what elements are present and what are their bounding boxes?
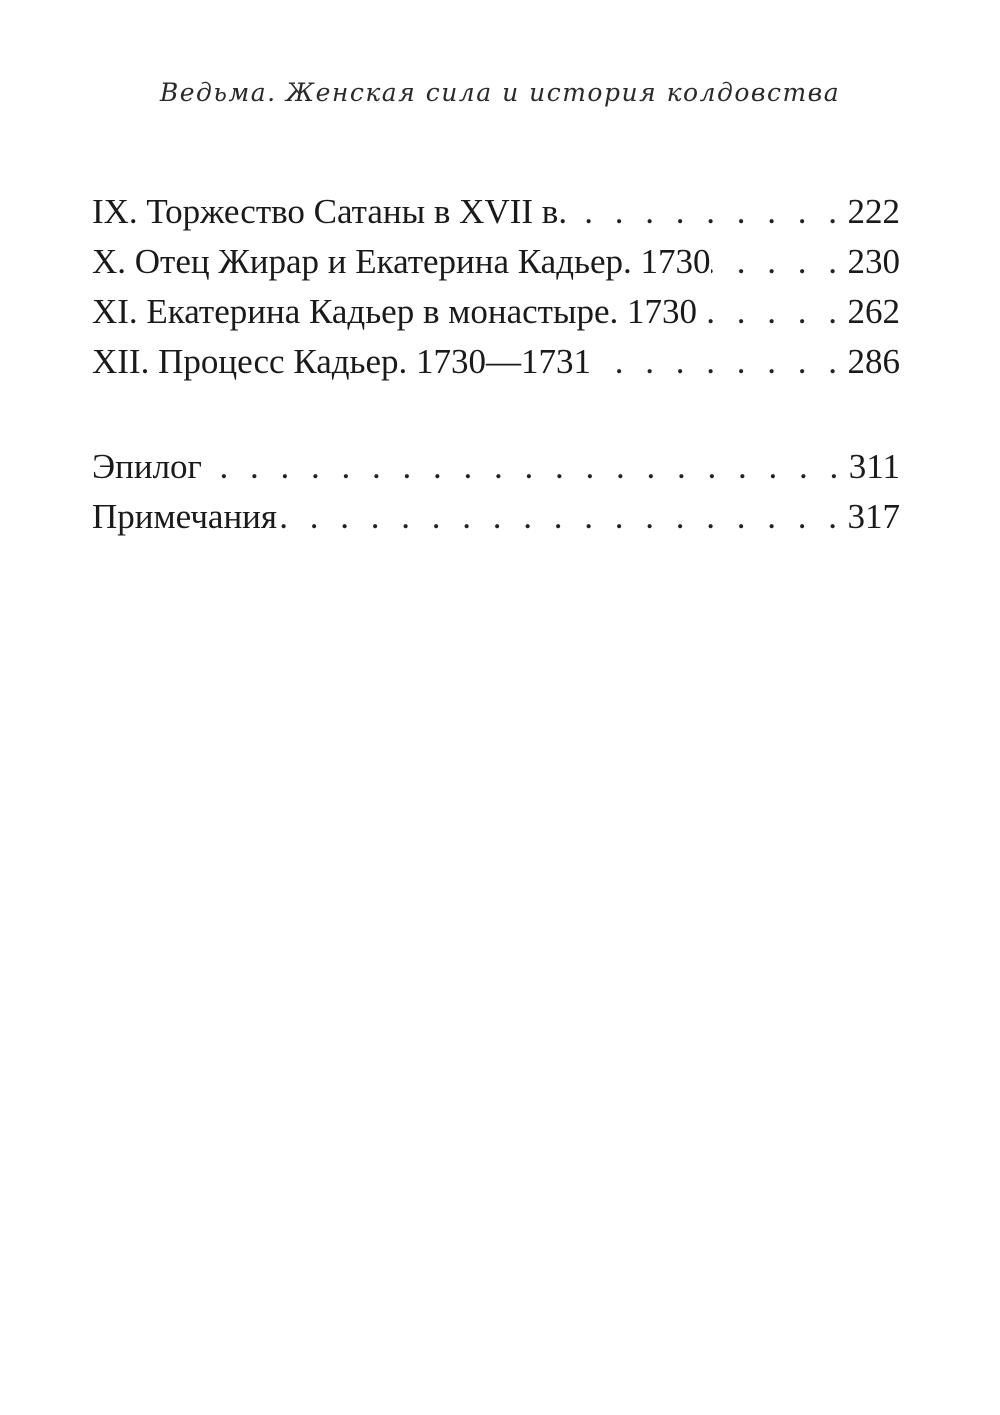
running-head: Ведьма. Женская сила и история колдовства	[159, 78, 841, 107]
toc-entry[interactable]	[92, 237, 900, 287]
toc-entry[interactable]	[92, 492, 900, 542]
toc-entry-page: 262	[847, 292, 900, 331]
toc-entry-title: XI. Екатерина Кадьер в монастыре. 1730	[92, 292, 698, 331]
dot-leader	[697, 287, 843, 337]
toc-back-matter	[92, 442, 900, 542]
toc-entry[interactable]	[92, 187, 900, 237]
toc-entry-title: IX. Торжество Сатаны в XVII в.	[92, 192, 568, 231]
toc-entry-title: Примечания	[92, 497, 278, 536]
toc-entry[interactable]	[92, 287, 900, 337]
toc-entry-page: 311	[848, 447, 900, 486]
dot-leader	[567, 187, 843, 237]
toc-entry[interactable]	[92, 442, 900, 492]
toc-entry-page: 317	[847, 497, 900, 536]
toc-entry[interactable]	[92, 337, 900, 387]
dot-leader	[202, 442, 845, 492]
toc-entry-title: XII. Процесс Кадьер. 1730—1731	[92, 342, 592, 381]
dot-leader	[711, 237, 844, 287]
dot-leader	[591, 337, 843, 387]
toc-entry-page: 286	[847, 342, 900, 381]
toc-chapters	[92, 187, 900, 387]
toc-entry-page: 230	[847, 242, 900, 281]
toc-entry-page: 222	[847, 192, 900, 231]
toc-entry-title: X. Отец Жирар и Екатерина Кадьер. 1730	[92, 242, 711, 281]
toc-entry-title: Эпилог	[92, 447, 202, 486]
dot-leader	[277, 492, 843, 542]
